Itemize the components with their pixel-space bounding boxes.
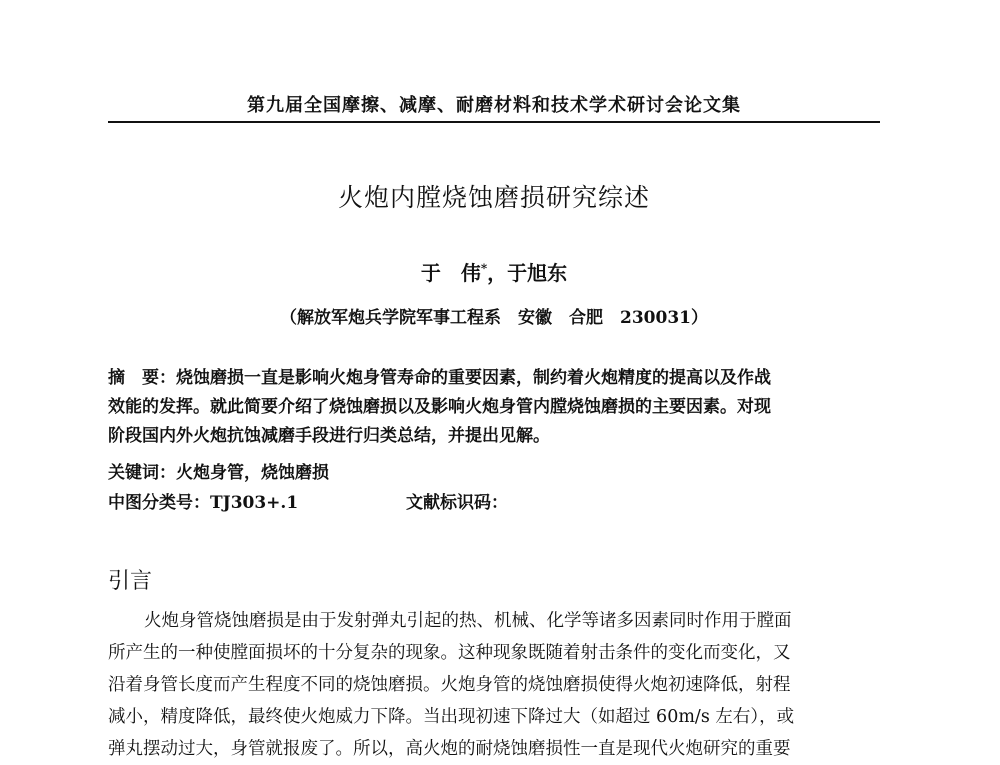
abstract-text: 烧蚀磨损一直是影响火炮身管寿命的重要因素，制约着火炮精度的提高以及作战 — [176, 368, 771, 388]
abstract-line: 阶段国内外火炮抗蚀减磨手段进行归类总结，并提出见解。 — [108, 426, 550, 446]
body-line: 弹丸摆动过大，身管就报废了。所以，高火炮的耐烧蚀磨损性一直是现代火炮研究的重要 — [108, 739, 791, 759]
clc-label: 中图分类号： — [108, 493, 210, 513]
corresponding-author-mark: * — [480, 261, 488, 276]
paper-title: 火炮内膛烧蚀磨损研究综述 — [337, 183, 650, 212]
author-first: 于 伟 — [420, 261, 481, 285]
body-line: 火炮身管烧蚀磨损是由于发射弹丸引起的热、机械、化学等诸多因素同时作用于膛面 — [144, 611, 792, 631]
running-header: 第九届全国摩擦、减摩、耐磨材料和技术学术研讨会论文集 — [247, 95, 741, 116]
clc-value: TJ303+.1 — [210, 493, 299, 513]
doc-code-label: 文献标识码： — [406, 493, 508, 513]
body-line: 减小，精度降低，最终使火炮威力下降。当出现初速下降过大（如超过 60m/s 左右），或 — [108, 707, 795, 727]
section-body — [108, 605, 880, 765]
abstract-line — [108, 364, 880, 393]
abstract-block — [108, 364, 880, 451]
affiliation: （解放军炮兵学院军事工程系 安徽 合肥 230031） — [280, 308, 708, 328]
abstract-label: 摘 要： — [108, 368, 176, 388]
keywords-value: 火炮身管，烧蚀磨损 — [176, 463, 329, 483]
author-separator: ， — [487, 261, 508, 285]
section-heading: 引言 — [108, 569, 153, 594]
keywords-row — [108, 458, 329, 483]
body-line: 沿着身管长度而产生程度不同的烧蚀磨损。火炮身管的烧蚀磨损使得火炮初速降低，射程 — [108, 675, 791, 695]
body-line: 所产生的一种使膛面损坏的十分复杂的现象。这种现象既随着射击条件的变化而变化，又 — [108, 643, 791, 663]
header-rule — [108, 121, 880, 123]
author-second: 于旭东 — [507, 261, 568, 285]
classification-row — [108, 488, 508, 513]
author-line — [108, 257, 880, 286]
abstract-line: 效能的发挥。就此简要介绍了烧蚀磨损以及影响火炮身管内膛烧蚀磨损的主要因素。对现 — [108, 397, 771, 417]
keywords-label: 关键词： — [108, 463, 176, 483]
